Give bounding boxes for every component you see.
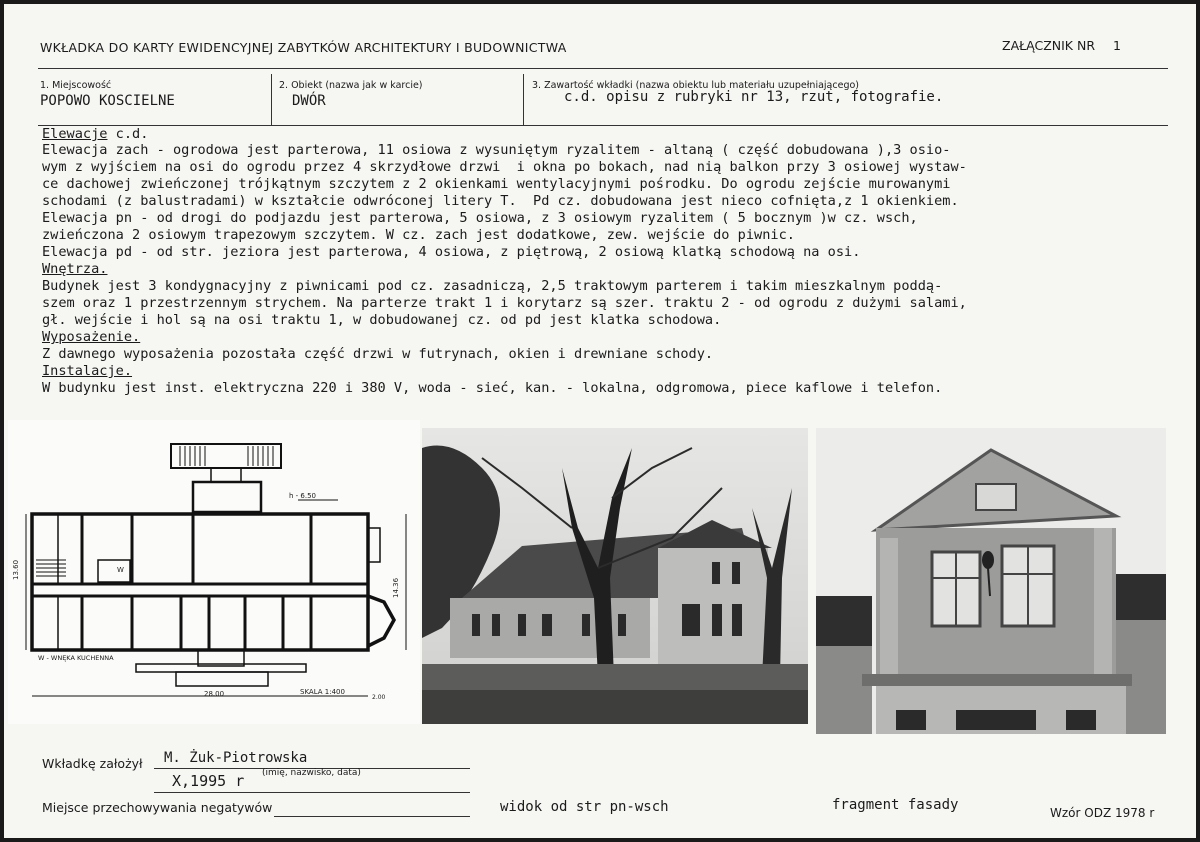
text-line: ce dachowej zwieńczonej trójkątnym szczytem z 2 okienkami wentylacyjnymi pośrodku. Do ogrodu zejście murowanymi	[42, 176, 951, 192]
text-line: wym z wyjściem na osi do ogrodu przez 4 skrzydłowe drzwi i okna po bokach, nad nią balkon przy 3 osiowej wystaw-	[42, 159, 967, 175]
text-line: Elewacja pn - od drogi do podjazdu jest parterowa, 5 osiowa, z 3 osiowym ryzalitem ( 5 bocznym )w cz. wsch,	[42, 210, 918, 226]
text-line: Elewacja zach - ogrodowa jest parterowa, 11 osiowa z wysuniętym ryzalitem - altaną ( część dobudowana ),3 osio-	[42, 142, 951, 158]
negatives-label: Miejsce przechowywania negatywów	[42, 800, 273, 815]
locality-label: 1. Miejscowość	[40, 80, 112, 91]
content-label: 3. Zawartość wkładki (nazwa obiektu lub materiału uzupełniającego)	[532, 80, 859, 91]
text-line: zwieńczona 2 osiowym trapezowym szczytem. W cz. zach jest dodatkowe, zew. wejście do piwnic.	[42, 227, 795, 243]
attachment-no: 1	[1113, 38, 1121, 53]
text-line: W budynku jest inst. elektryczna 220 i 380 V, woda - sieć, kan. - lokalna, odgromowa, piece kaflowe i telefon.	[42, 380, 943, 396]
author-label: Wkładkę założył	[42, 756, 143, 771]
manor-photo	[422, 428, 808, 724]
header-top-rule	[38, 68, 1168, 69]
text-line: Elewacja pd - od str. jeziora jest parterowa, 4 osiowa, z piętrową, 2 osiową klatką schodową na osi.	[42, 244, 861, 260]
section-heading: Wnętrza.	[42, 261, 108, 277]
height-label: h - 6.50	[289, 492, 316, 500]
object-label: 2. Obiekt (nazwa jak w karcie)	[279, 80, 423, 91]
form-template-label: Wzór ODZ 1978 r	[1050, 806, 1155, 820]
record-sheet	[4, 4, 1196, 838]
small-dimension: 2.00	[372, 694, 386, 701]
caption-view: widok od str pn-wsch	[500, 799, 669, 815]
content-value: c.d. opisu z rubryki nr 13, rzut, fotografie.	[564, 89, 944, 105]
record-date: X,1995 r	[172, 772, 245, 790]
photo-view-ne	[422, 428, 808, 724]
floor-plan-drawing	[8, 420, 420, 724]
right-dimension: 14.36	[392, 577, 400, 598]
floor-plan	[8, 420, 420, 724]
sheet-title: WKŁADKA DO KARTY EWIDENCYJNEJ ZABYTKÓW ARCHITEKTURY I BUDOWNICTWA	[40, 40, 567, 55]
photo-facade-fragment	[816, 428, 1166, 734]
left-dimension: 13.60	[12, 559, 20, 580]
section-heading: Wyposażenie.	[42, 329, 141, 345]
text-line: schodami (z balustradami) w kształcie odwróconej litery T. Pd cz. dobudowana jest nieco cofnięta,z 1 okienkiem.	[42, 193, 959, 209]
field-divider-2	[523, 74, 524, 126]
text-line: Z dawnego wyposażenia pozostała część drzwi w futrynach, okien i drewniane schody.	[42, 346, 714, 362]
author-name: M. Żuk-Piotrowska	[164, 750, 308, 766]
negatives-rule	[274, 816, 470, 817]
section-heading: Elewacje	[42, 126, 108, 142]
author-hint: (imię, nazwisko, data)	[262, 768, 361, 778]
caption-fragment: fragment fasady	[832, 797, 959, 813]
locality-value: POPOWO KOSCIELNE	[40, 93, 175, 109]
plan-scale: SKALA 1:400	[300, 688, 345, 696]
attachment-number	[1002, 38, 1121, 53]
text-line: szem oraz 1 przestrzennym strychem. Na parterze trakt 1 i korytarz są szer. traktu 2 - od ogrodu z dużymi salami,	[42, 295, 967, 311]
text-line: Budynek jest 3 kondygnacyjny z piwnicami pod cz. zasadniczą, 2,5 traktowym parterem i takim mieszkalnym poddą-	[42, 278, 943, 294]
facade-photo	[816, 428, 1166, 734]
section-elevations	[42, 126, 148, 143]
date-rule	[154, 792, 470, 793]
kitchen-mark: W	[117, 566, 124, 574]
header-bottom-rule	[38, 125, 1168, 126]
field-divider-1	[271, 74, 272, 126]
section-heading: Instalacje.	[42, 363, 133, 379]
text-line: gł. wejście i hol są na osi traktu 1, w dobudowanej cz. od pd jest klatka schodowa.	[42, 312, 722, 328]
width-dimension: 28.00	[204, 690, 225, 698]
attachment-label: ZAŁĄCZNIK NR	[1002, 38, 1096, 53]
object-value: DWÓR	[292, 93, 326, 109]
kitchen-legend: W - WNĘKA KUCHENNA	[38, 654, 114, 662]
section-heading-suffix: c.d.	[107, 126, 149, 142]
